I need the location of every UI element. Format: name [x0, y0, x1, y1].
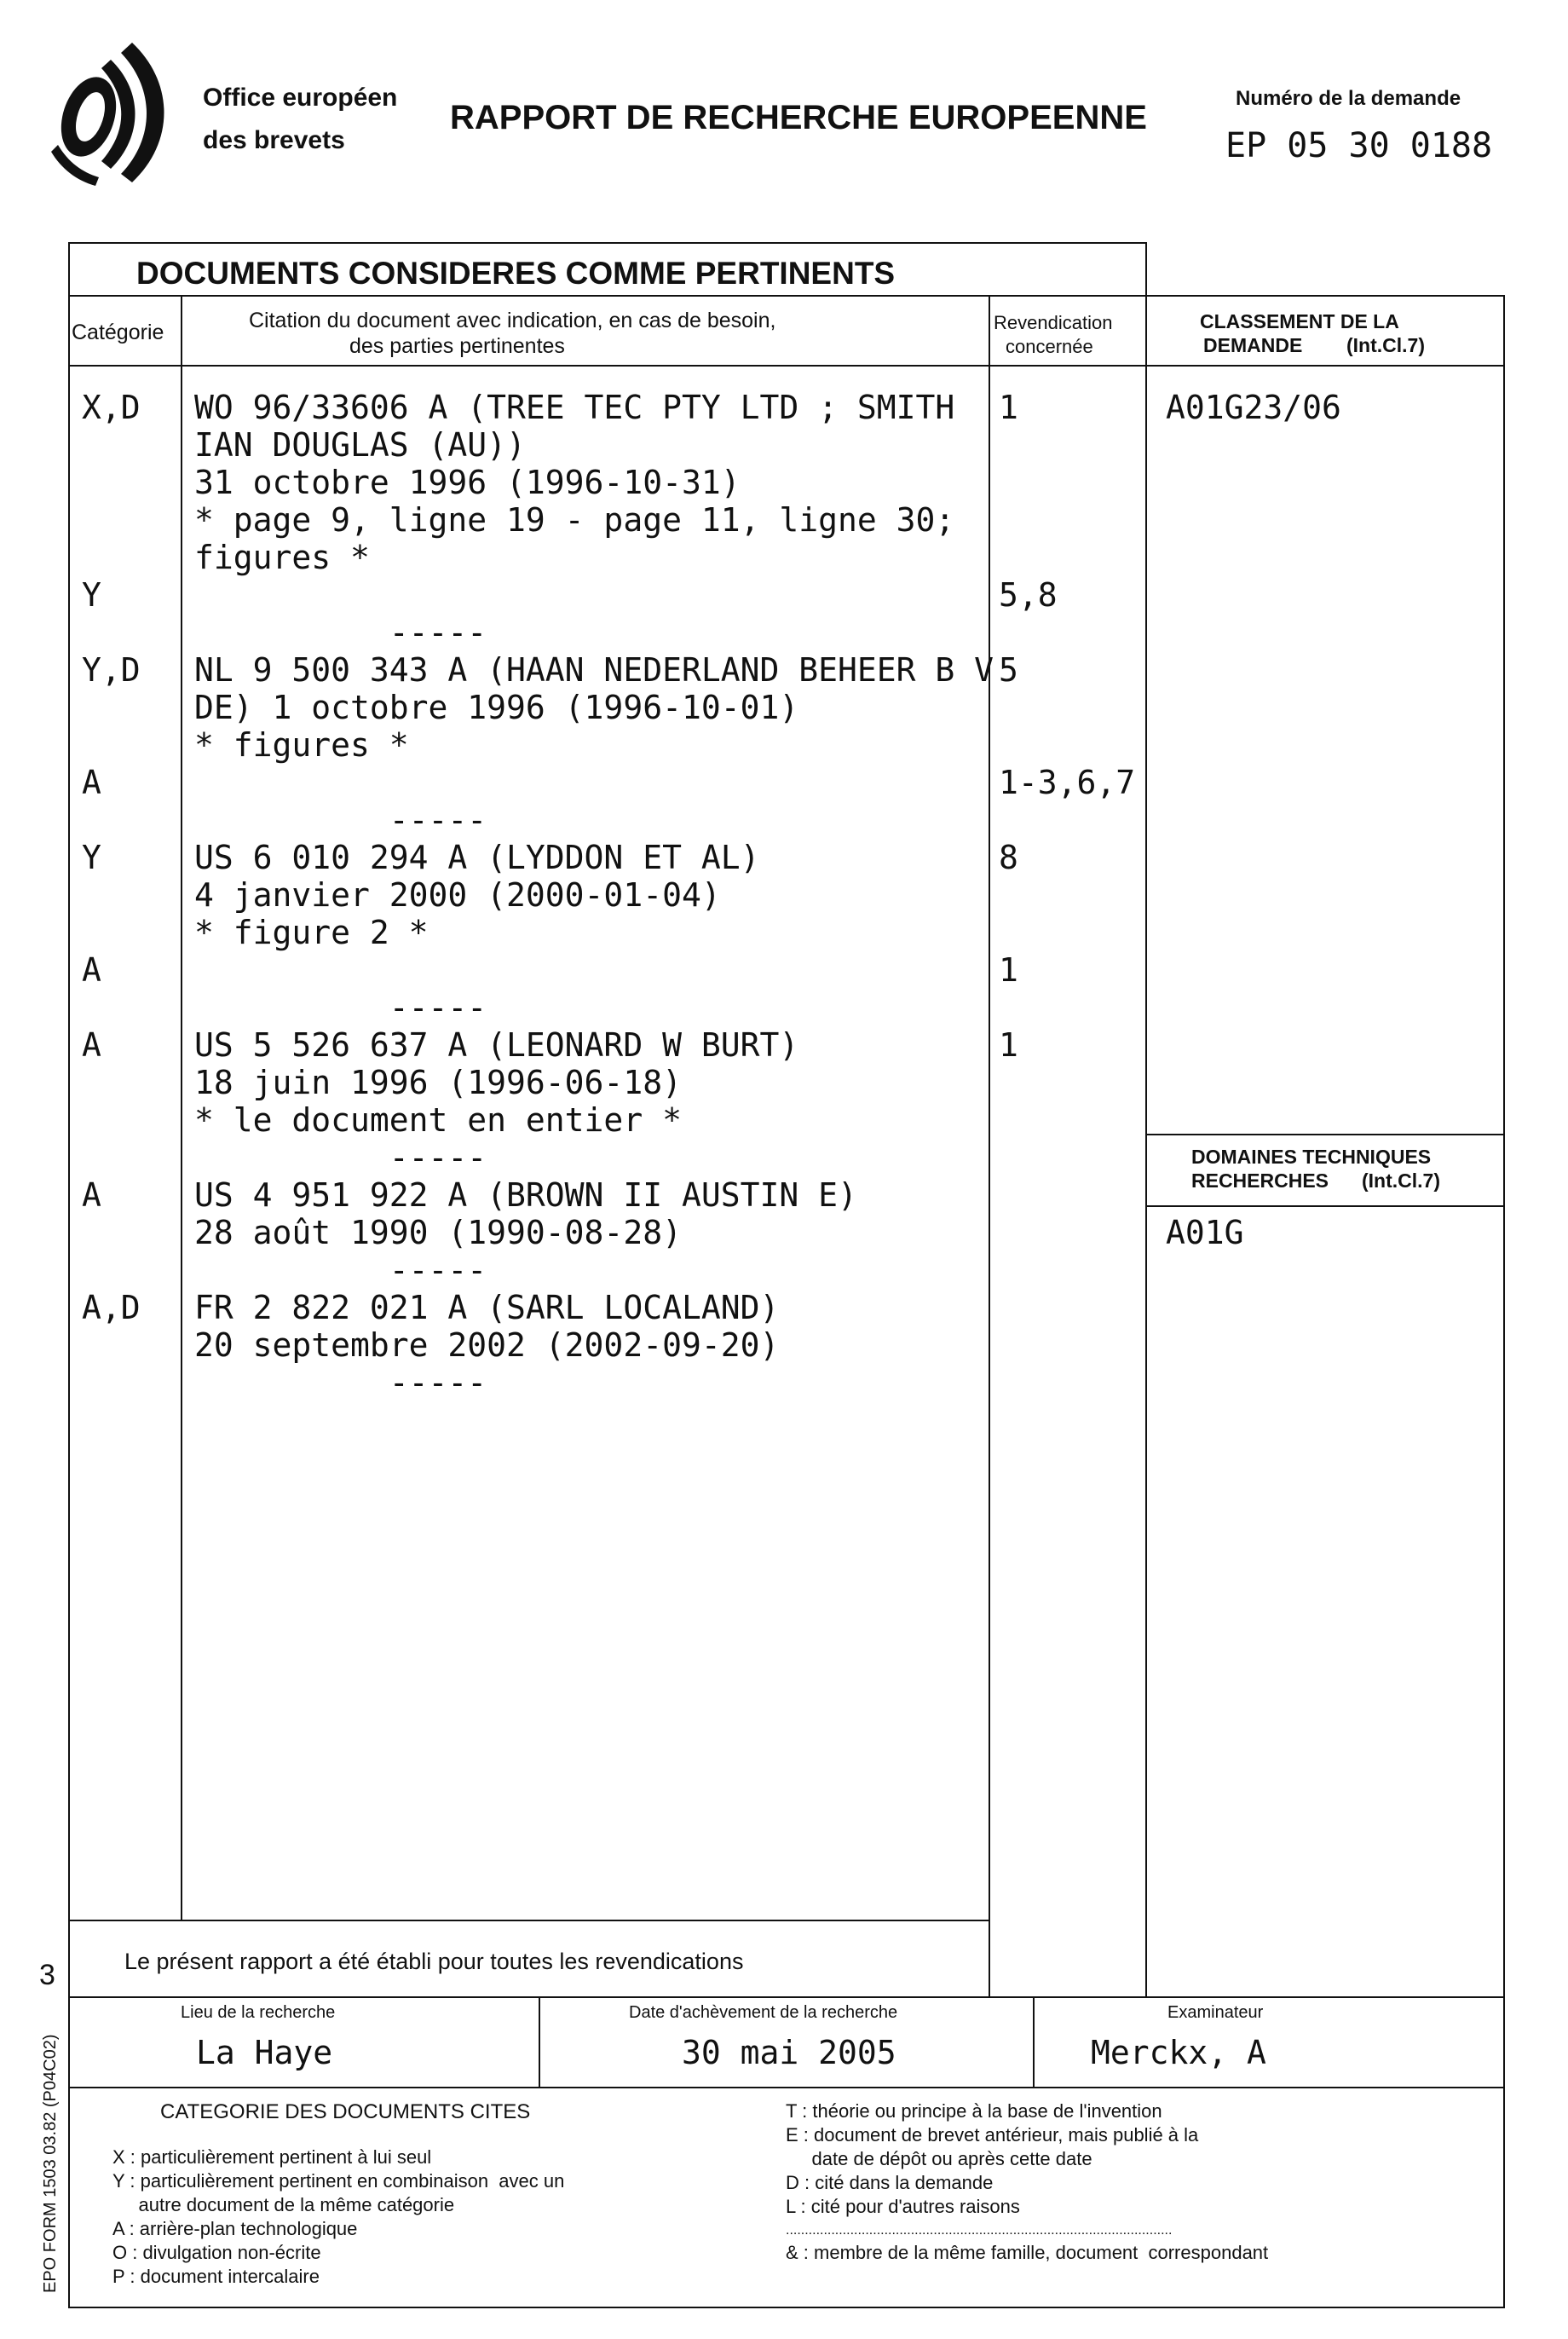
search-place-value: La Haye	[196, 2034, 333, 2071]
classification-value: A01G23/06	[1166, 389, 1341, 426]
legend-left-item: A : arrière-plan technologique	[112, 2218, 358, 2239]
report-statement: Le présent rapport a été établi pour toutes les revendications	[124, 1949, 744, 1974]
citation-text: 20 septembre 2002 (2002-09-20)	[194, 1326, 780, 1364]
col-header-citation-1: Citation du document avec indication, en cas de besoin,	[249, 309, 776, 332]
legend-right-item: date de dépôt ou après cette date	[786, 2148, 1092, 2169]
citation-text: US 4 951 922 A (BROWN II AUSTIN E)	[194, 1176, 857, 1214]
office-name-line1: Office européen	[203, 84, 398, 112]
application-number-label: Numéro de la demande	[1236, 87, 1461, 110]
citation-category: A	[82, 764, 101, 801]
epo-logo-icon	[51, 36, 170, 188]
legend-title: CATEGORIE DES DOCUMENTS CITES	[160, 2100, 531, 2123]
col-header-class-2b: (Int.Cl.7)	[1346, 334, 1425, 356]
citation-text: * figure 2 *	[194, 914, 429, 951]
technical-fields-title-1: DOMAINES TECHNIQUES	[1191, 1146, 1432, 1168]
citation-text: US 6 010 294 A (LYDDON ET AL)	[194, 839, 760, 876]
citation-claims: 1-3,6,7	[999, 764, 1136, 801]
citation-text: IAN DOUGLAS (AU))	[194, 426, 526, 464]
citation-text: DE) 1 octobre 1996 (1996-10-01)	[194, 689, 799, 726]
legend-right-item: L : cité pour d'autres raisons	[786, 2196, 1020, 2217]
citation-text: * page 9, ligne 19 - page 11, ligne 30;	[194, 501, 955, 539]
citation-separator: -----	[194, 1251, 487, 1289]
col-header-category: Catégorie	[72, 321, 164, 344]
citation-category: A	[82, 951, 101, 989]
citation-text: * le document en entier *	[194, 1101, 682, 1139]
citation-separator: -----	[194, 1364, 487, 1401]
citation-separator: -----	[194, 1139, 487, 1176]
technical-fields-title-2b: (Int.Cl.7)	[1362, 1170, 1440, 1192]
citation-text: NL 9 500 343 A (HAAN NEDERLAND BEHEER B V	[194, 651, 994, 689]
technical-fields-value: A01G	[1166, 1214, 1244, 1251]
citation-claims: 1	[999, 951, 1018, 989]
office-name-line2: des brevets	[203, 126, 345, 154]
legend-right-item: ......................................................................................................	[786, 2223, 1173, 2238]
technical-fields-title-2: RECHERCHES	[1191, 1170, 1329, 1192]
citation-category: X,D	[82, 389, 141, 426]
citation-text: 31 octobre 1996 (1996-10-31)	[194, 464, 741, 501]
legend-right-item: D : cité dans la demande	[786, 2172, 994, 2193]
citation-category: Y,D	[82, 651, 141, 689]
citation-separator: -----	[194, 614, 487, 651]
citation-text: figures *	[194, 539, 370, 576]
examiner-value: Merckx, A	[1091, 2034, 1266, 2071]
citation-claims: 1	[999, 1026, 1018, 1064]
citation-text: 18 juin 1996 (1996-06-18)	[194, 1064, 682, 1101]
citation-text: 28 août 1990 (1990-08-28)	[194, 1214, 682, 1251]
citation-text: US 5 526 637 A (LEONARD W BURT)	[194, 1026, 799, 1064]
col-header-class-2: DEMANDE	[1203, 334, 1303, 356]
citation-claims: 1	[999, 389, 1018, 426]
application-number: EP 05 30 0188	[1225, 126, 1493, 165]
page-number: 3	[39, 1959, 55, 1991]
citation-category: Y	[82, 576, 101, 614]
search-place-label: Lieu de la recherche	[181, 2003, 336, 2022]
col-header-claims-1: Revendication	[994, 312, 1113, 333]
citation-separator: -----	[194, 989, 487, 1026]
legend-left-item: autre document de la même catégorie	[112, 2194, 455, 2215]
legend-right-item: T : théorie ou principe à la base de l'invention	[786, 2100, 1162, 2122]
citation-category: Y	[82, 839, 101, 876]
search-date-value: 30 mai 2005	[682, 2034, 896, 2071]
legend-right-item: & : membre de la même famille, document correspondant	[786, 2242, 1269, 2263]
epo-logo	[51, 36, 170, 188]
citation-text: * figures *	[194, 726, 409, 764]
section-title: DOCUMENTS CONSIDERES COMME PERTINENTS	[136, 256, 896, 291]
citation-category: A	[82, 1176, 101, 1214]
legend-left-item: O : divulgation non-écrite	[112, 2242, 321, 2263]
citation-category: A,D	[82, 1289, 141, 1326]
form-identifier: EPO FORM 1503 03.82 (P04C02)	[41, 2034, 60, 2293]
col-header-claims-2: concernée	[1006, 336, 1093, 357]
legend-left-item: X : particulièrement pertinent à lui seul	[112, 2146, 432, 2168]
search-date-label: Date d'achèvement de la recherche	[629, 2003, 898, 2022]
legend-left-item: P : document intercalaire	[112, 2266, 320, 2287]
citation-claims: 5	[999, 651, 1018, 689]
legend-right-item: E : document de brevet antérieur, mais publié à la	[786, 2124, 1199, 2146]
citation-claims: 8	[999, 839, 1018, 876]
examiner-label: Examinateur	[1167, 2003, 1264, 2022]
legend-left-item: Y : particulièrement pertinent en combinaison avec un	[112, 2170, 565, 2192]
citation-text: 4 janvier 2000 (2000-01-04)	[194, 876, 721, 914]
citation-text: FR 2 822 021 A (SARL LOCALAND)	[194, 1289, 780, 1326]
citation-claims: 5,8	[999, 576, 1058, 614]
citation-category: A	[82, 1026, 101, 1064]
citation-separator: -----	[194, 801, 487, 839]
col-header-citation-2: des parties pertinentes	[349, 334, 565, 358]
citation-text: WO 96/33606 A (TREE TEC PTY LTD ; SMITH	[194, 389, 955, 426]
report-title: RAPPORT DE RECHERCHE EUROPEENNE	[450, 99, 1147, 136]
col-header-class-1: CLASSEMENT DE LA	[1200, 310, 1399, 332]
